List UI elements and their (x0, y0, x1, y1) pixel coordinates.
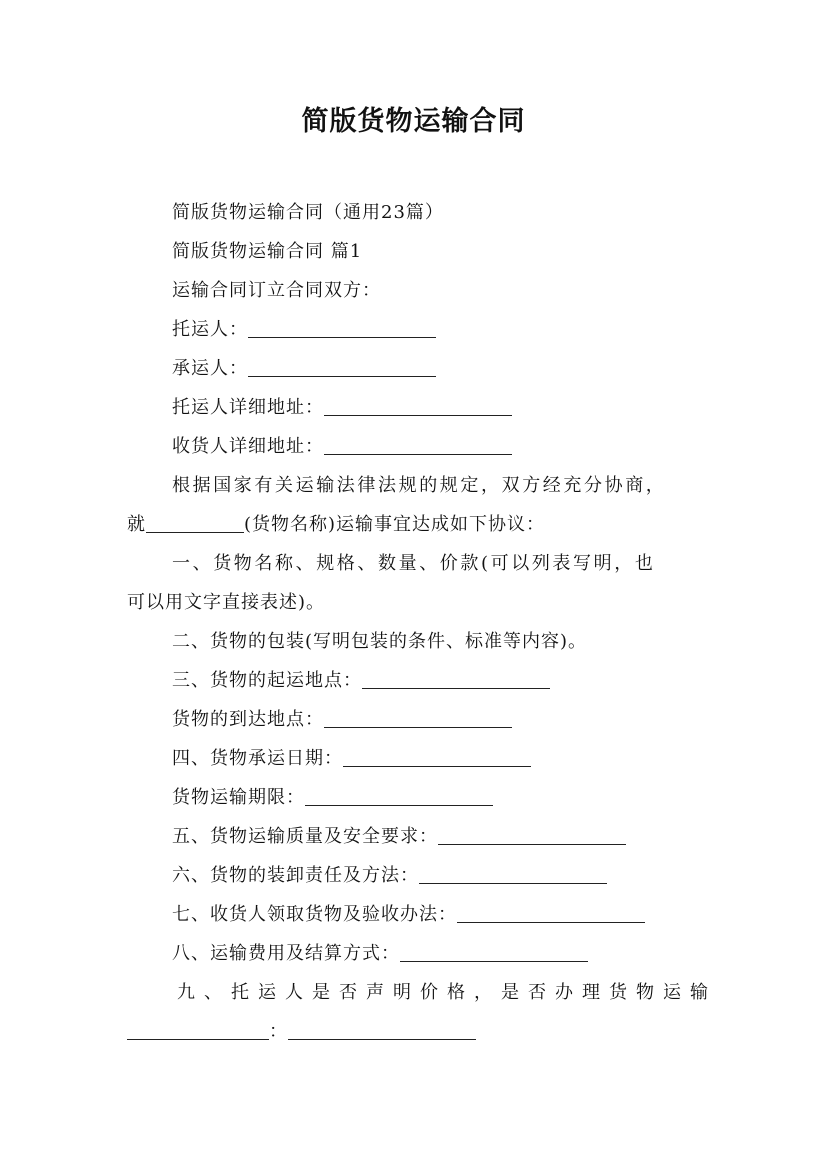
blank-field (288, 1017, 476, 1040)
blank-field (400, 939, 588, 962)
document-title: 简版货物运输合同 (301, 106, 526, 137)
blank-field (146, 510, 244, 533)
fill-in-line-shipper-address (127, 388, 702, 427)
line-text: 简版货物运输合同（通用23篇） (172, 202, 444, 223)
field-label: 五、货物运输质量及安全要求： (172, 826, 438, 847)
field-label: 四、货物承运日期： (172, 748, 343, 769)
fill-in-line-acceptance (127, 895, 702, 934)
paragraph-line (127, 271, 702, 310)
fill-in-line-fees (127, 934, 702, 973)
field-label: 货物运输期限： (172, 787, 305, 808)
line-prefix: 就 (127, 514, 146, 535)
fill-in-line-consignee-address (127, 427, 702, 466)
blank-field (324, 432, 512, 455)
blank-field (419, 861, 607, 884)
blank-field (362, 666, 550, 689)
fill-in-line-continuation (127, 1012, 702, 1051)
fill-in-line-quality (127, 817, 702, 856)
field-label: 货物的到达地点： (172, 709, 324, 730)
field-label: 收货人详细地址： (172, 436, 324, 457)
line-text: 九、托运人是否声明价格，是否办理货物运输 (177, 982, 717, 1003)
line-text: 运输合同订立合同双方： (172, 280, 381, 301)
field-label: 三、货物的起运地点： (172, 670, 362, 691)
clause-line (127, 622, 702, 661)
blank-field (127, 1017, 269, 1040)
line-text: 一、货物名称、规格、数量、价款(可以列表写明，也 (172, 553, 656, 574)
line-text: 简版货物运输合同 篇1 (172, 241, 363, 262)
blank-field (305, 783, 493, 806)
fill-in-line-destination (127, 700, 702, 739)
paragraph-continuation (127, 583, 702, 622)
blank-field (457, 900, 645, 923)
fill-in-line-period (127, 778, 702, 817)
blank-field (343, 744, 531, 767)
line-text: 二、货物的包装(写明包装的条件、标准等内容)。 (172, 631, 588, 652)
field-separator: ： (269, 1021, 288, 1042)
fill-in-line-loading (127, 856, 702, 895)
blank-field (438, 822, 626, 845)
line-text: 根据国家有关运输法律法规的规定，双方经充分协商， (172, 475, 667, 496)
clause-line (127, 544, 702, 583)
fill-in-line-shipper (127, 310, 702, 349)
paragraph-line (127, 466, 702, 505)
subtitle-line (127, 193, 702, 232)
section-heading (127, 232, 702, 271)
paragraph-continuation (127, 505, 702, 544)
field-label: 八、运输费用及结算方式： (172, 943, 400, 964)
field-label: 承运人： (172, 358, 248, 379)
clause-line (127, 973, 717, 1012)
field-label: 托运人： (172, 319, 248, 340)
document-body (127, 193, 717, 1051)
field-label: 七、收货人领取货物及验收办法： (172, 904, 457, 925)
blank-field (324, 393, 512, 416)
field-label: 托运人详细地址： (172, 397, 324, 418)
blank-field (248, 315, 436, 338)
line-suffix: (货物名称)运输事宜达成如下协议： (244, 514, 546, 535)
fill-in-line-date (127, 739, 702, 778)
fill-in-line-origin (127, 661, 702, 700)
blank-field (248, 354, 436, 377)
line-text: 可以用文字直接表述)。 (127, 592, 326, 613)
blank-field (324, 705, 512, 728)
field-label: 六、货物的装卸责任及方法： (172, 865, 419, 886)
fill-in-line-carrier (127, 349, 702, 388)
